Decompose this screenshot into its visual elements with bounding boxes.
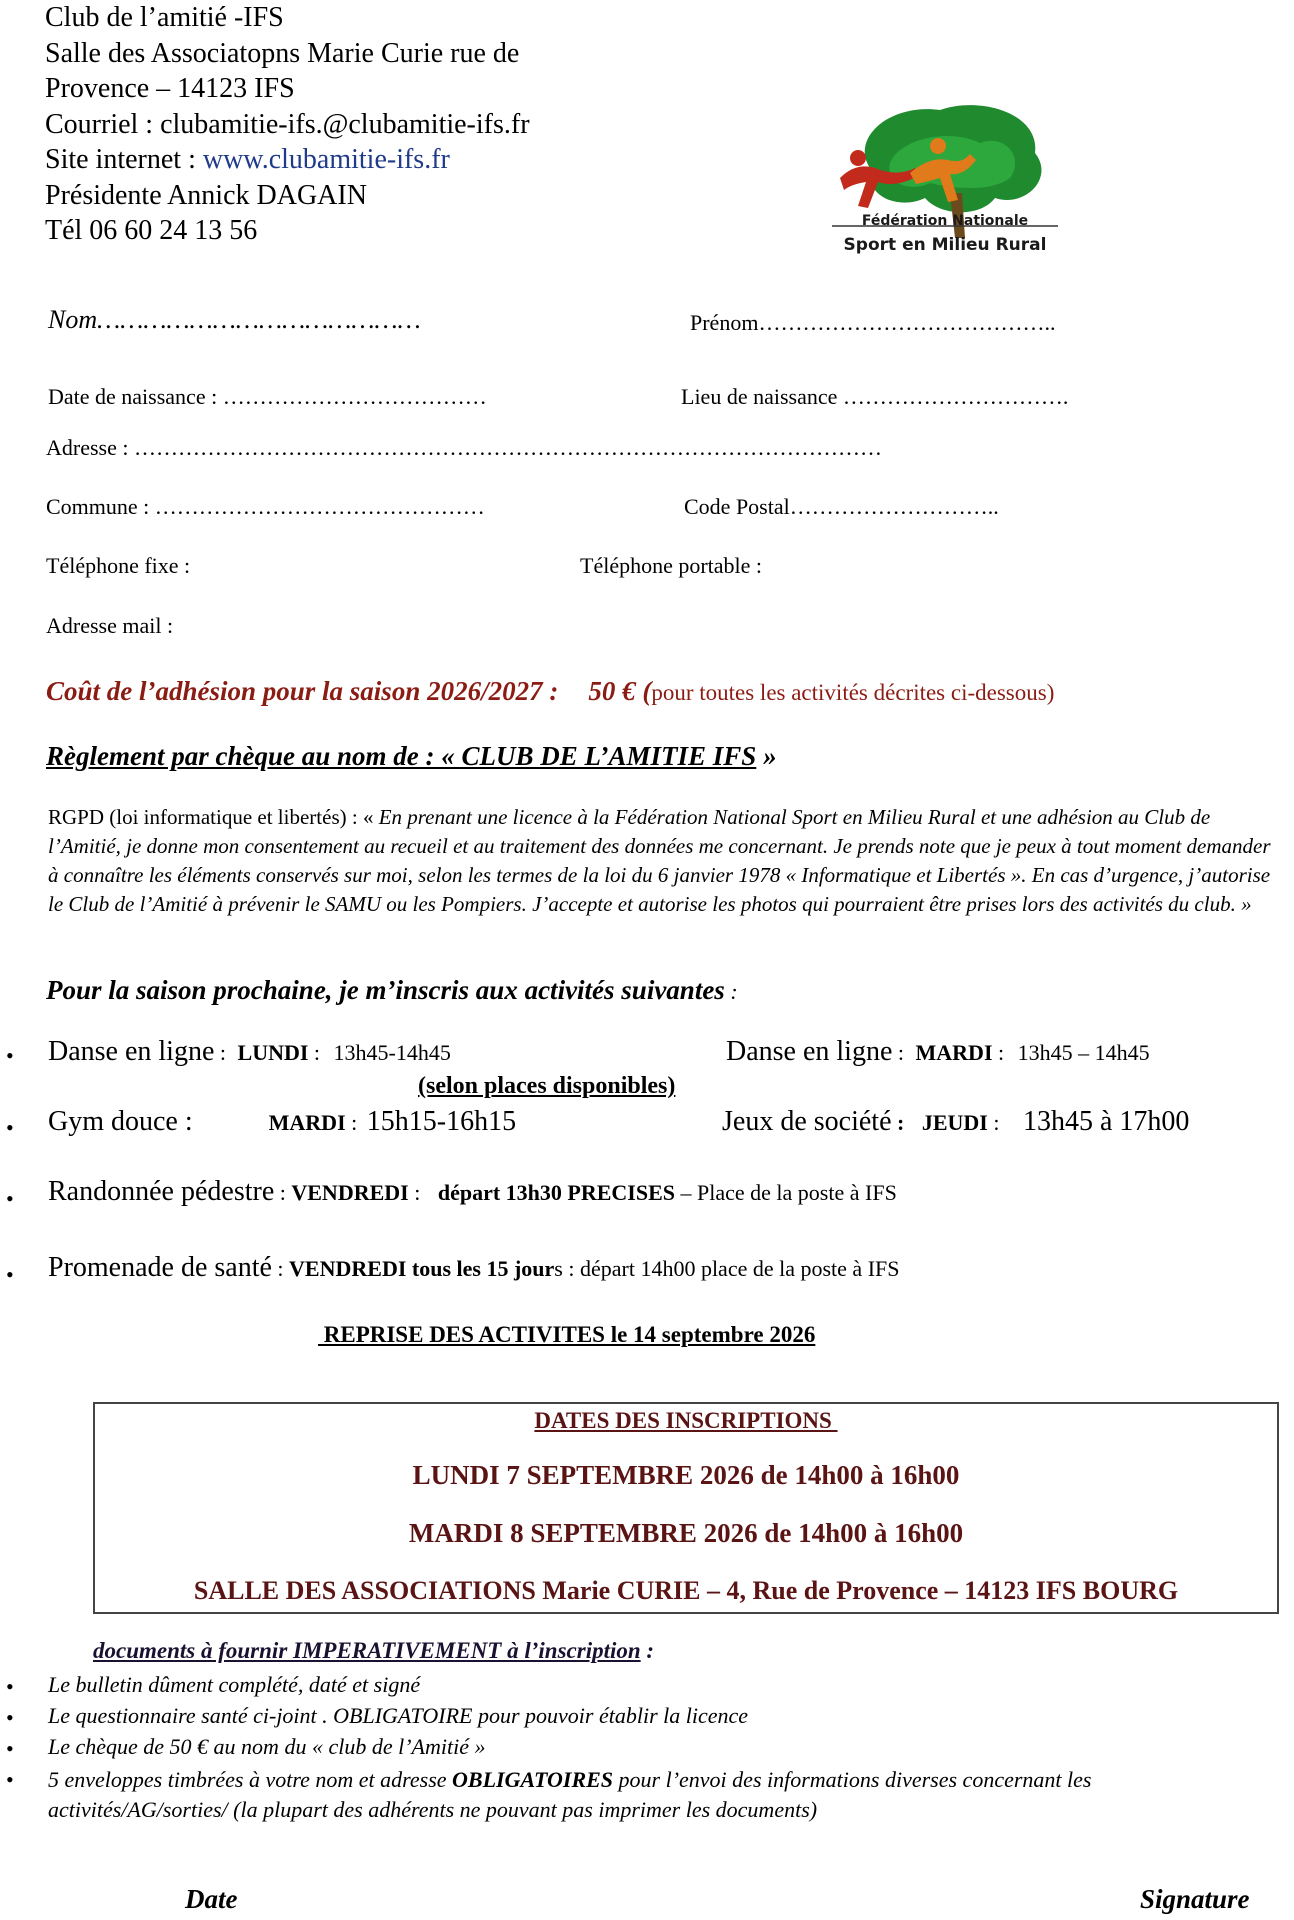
cost-note: pour toutes les activités décrites ci-dessous): [651, 680, 1055, 705]
document-item: Le chèque de 50 € au nom du « club de l’Amitié »: [48, 1734, 486, 1759]
signature-label: Signature: [1140, 1884, 1250, 1914]
reprise-notice: REPRISE DES ACTIVITES le 14 septembre 2026: [318, 1322, 816, 1347]
document-item: 5 enveloppes timbrées à votre nom et adresse OBLIGATOIRES pour l’envoi des informations diverses concernant les activités/AG/sorties/ (la plupart des adhérents ne pouvant pas imprimer les documents): [48, 1767, 1092, 1822]
field-code-postal[interactable]: Code Postal………………………..: [684, 494, 999, 519]
rgpd-text: [48, 803, 1278, 919]
payment-end: »: [756, 741, 777, 771]
activity-danse-mardi[interactable]: Danse en ligne : MARDI : 13h45 – 14h45: [726, 1036, 1150, 1067]
inscription-date-1: LUNDI 7 SEPTEMBRE 2026 de 14h00 à 16h00: [412, 1460, 960, 1490]
bullet: •: [6, 1736, 14, 1761]
bullet: •: [6, 1262, 14, 1287]
activity-danse-lundi[interactable]: Danse en ligne : LUNDI : 13h45-14h45: [48, 1036, 451, 1067]
inscriptions-box: [93, 1402, 1279, 1614]
activities-heading: Pour la saison prochaine, je m’inscris aux activités suivantes :: [46, 975, 738, 1005]
field-prenom[interactable]: Prénom…………………………………..: [690, 310, 1056, 335]
header-website: Site internet : www.clubamitie-ifs.fr: [45, 144, 450, 175]
header-club-name: Club de l’amitié -IFS: [45, 2, 284, 33]
documents-heading: documents à fournir IMPERATIVEMENT à l’inscription :: [93, 1638, 655, 1663]
header-address-line2: Provence – 14123 IFS: [45, 73, 295, 104]
document-item: Le bulletin dûment complété, daté et signé: [48, 1672, 421, 1697]
rgpd-lead: RGPD (loi informatique et libertés) : «: [48, 805, 379, 829]
inscription-date-2: MARDI 8 SEPTEMBRE 2026 de 14h00 à 16h00: [408, 1518, 964, 1548]
header-phone: Tél 06 60 24 13 56: [45, 215, 258, 246]
field-nom[interactable]: Nom……………………………………: [48, 305, 421, 334]
field-adresse[interactable]: Adresse : …………………………………………………………………………………………: [46, 435, 882, 460]
bullet: •: [6, 1115, 14, 1140]
bullet: •: [6, 1767, 14, 1792]
header-email: Courriel : clubamitie-ifs.@clubamitie-ifs.fr: [45, 108, 530, 140]
payment-text: Règlement par chèque au nom de : « CLUB DE L’AMITIE IFS: [46, 741, 757, 771]
field-date-naissance[interactable]: Date de naissance : ………………………………: [48, 384, 487, 409]
club-header: [45, 0, 530, 249]
places-note: (selon places disponibles): [418, 1073, 676, 1099]
inscriptions-title: DATES DES INSCRIPTIONS: [534, 1408, 838, 1433]
logo-line1: Fédération Nationale: [861, 213, 1029, 229]
field-lieu-naissance[interactable]: Lieu de naissance ………………………….: [681, 384, 1069, 409]
activity-jeux-societe[interactable]: Jeux de société : JEUDI : 13h45 à 17h00: [722, 1106, 1190, 1137]
bullet: •: [6, 1674, 14, 1699]
activity-promenade-sante[interactable]: Promenade de santé : VENDREDI tous les 15 jours : départ 14h00 place de la poste à IFS: [48, 1252, 900, 1283]
field-commune[interactable]: Commune : ………………………………………: [46, 494, 485, 519]
logo-line2: Sport en Milieu Rural: [843, 235, 1047, 255]
activity-gym-douce[interactable]: Gym douce : MARDI : 15h15-16h15: [48, 1106, 517, 1137]
cost-line: [46, 676, 1054, 707]
bullet: •: [6, 1705, 14, 1730]
website-link[interactable]: www.clubamitie-ifs.fr: [202, 144, 450, 175]
header-address-line1: Salle des Associatopns Marie Curie rue de: [45, 37, 520, 69]
bullet: •: [6, 1043, 14, 1068]
header-president: Présidente Annick DAGAIN: [45, 179, 367, 211]
document-item: Le questionnaire santé ci-joint . OBLIGATOIRE pour pouvoir établir la licence: [48, 1703, 749, 1728]
inscription-place: SALLE DES ASSOCIATIONS Marie CURIE – 4, Rue de Provence – 14123 IFS BOURG: [193, 1576, 1179, 1605]
field-tel-portable[interactable]: Téléphone portable :: [580, 553, 763, 578]
bullet: •: [6, 1186, 14, 1211]
cost-amount: 50 € (: [588, 676, 652, 706]
field-email[interactable]: Adresse mail :: [46, 613, 174, 638]
activity-randonnee[interactable]: Randonnée pédestre : VENDREDI : départ 13h30 PRECISES – Place de la poste à IFS: [48, 1176, 897, 1207]
fnsmr-logo: [830, 98, 1060, 263]
date-label: Date: [185, 1884, 238, 1914]
field-tel-fixe[interactable]: Téléphone fixe :: [46, 553, 191, 578]
rgpd-body: En prenant une licence à la Fédération National Sport en Milieu Rural et une adhésion au Club de l’Amitié, je donne mon consentement au recueil et au traitement des données me concernant. Je prends note que je peux à tout moment demander à connaître les éléments conservés sur moi, selon les termes de la loi du 6 janvier 1978 « Informatique et Libertés ». En cas d’urgence, j’autorise le Club de l’Amitié à prévenir le SAMU ou les Pompiers. J’accepte et autorise les photos qui pourraient être prises lors des activités du club. »: [48, 805, 1271, 916]
cost-label: Coût de l’adhésion pour la saison 2026/2027 :: [46, 676, 559, 706]
payment-line: [46, 741, 777, 772]
